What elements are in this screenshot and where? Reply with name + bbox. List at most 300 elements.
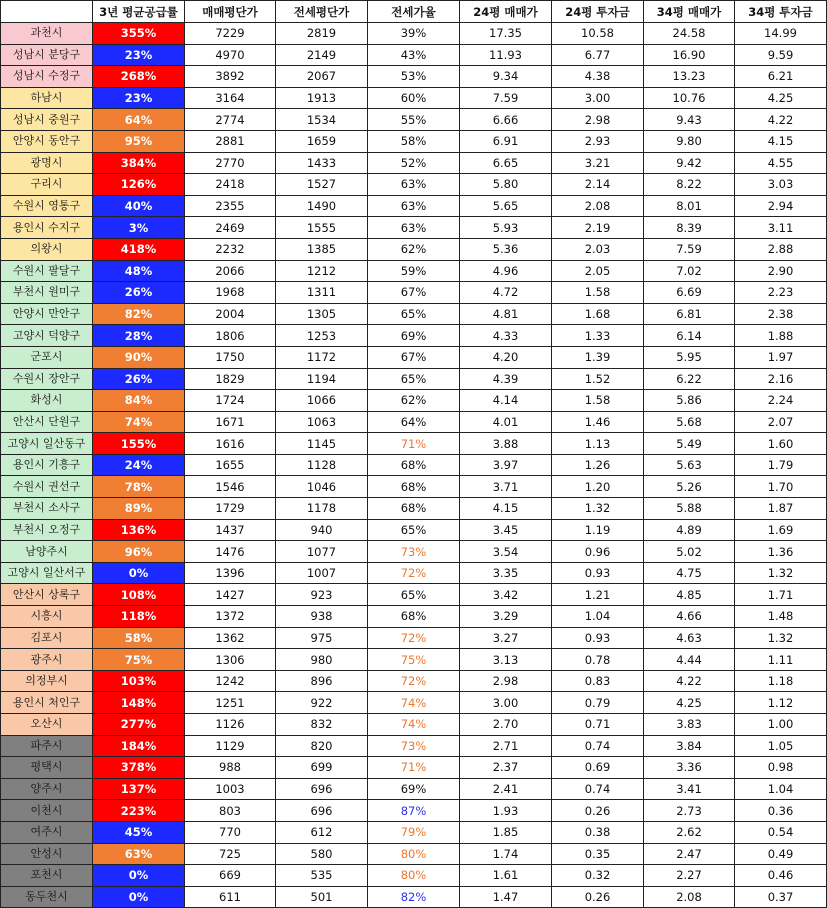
supply-rate-cell: 90% xyxy=(93,346,185,368)
p34-sale-cell: 9.80 xyxy=(644,130,735,152)
table-row xyxy=(1,562,827,584)
city-cell: 부천시 원미구 xyxy=(1,282,93,304)
supply-rate-cell: 384% xyxy=(93,152,185,174)
p24-investment-cell: 2.08 xyxy=(552,195,644,217)
sale-price-cell: 1437 xyxy=(185,519,276,541)
p24-investment-cell: 2.19 xyxy=(552,217,644,239)
jeonse-rate-cell: 67% xyxy=(368,282,460,304)
jeonse-rate-cell: 73% xyxy=(368,541,460,563)
table-row xyxy=(1,865,827,887)
p34-investment-cell: 2.88 xyxy=(735,238,827,260)
p24-investment-cell: 1.33 xyxy=(552,325,644,347)
jeonse-price-cell: 1066 xyxy=(276,390,368,412)
city-cell: 안산시 단원구 xyxy=(1,411,93,433)
p34-sale-cell: 16.90 xyxy=(644,44,735,66)
p34-sale-cell: 3.83 xyxy=(644,714,735,736)
table-row xyxy=(1,843,827,865)
city-cell: 안산시 상록구 xyxy=(1,584,93,606)
city-cell: 안양시 동안구 xyxy=(1,130,93,152)
table-row xyxy=(1,411,827,433)
sale-price-cell: 3164 xyxy=(185,87,276,109)
jeonse-price-cell: 922 xyxy=(276,692,368,714)
sale-price-cell: 1372 xyxy=(185,606,276,628)
p24-investment-cell: 0.78 xyxy=(552,649,644,671)
jeonse-rate-cell: 82% xyxy=(368,886,460,908)
p24-sale-cell: 17.35 xyxy=(460,23,552,45)
jeonse-price-cell: 696 xyxy=(276,800,368,822)
p34-investment-cell: 1.04 xyxy=(735,778,827,800)
p34-sale-cell: 5.02 xyxy=(644,541,735,563)
p24-investment-cell: 1.32 xyxy=(552,498,644,520)
p34-investment-cell: 3.11 xyxy=(735,217,827,239)
p24-sale-cell: 4.72 xyxy=(460,282,552,304)
city-cell: 부천시 오정구 xyxy=(1,519,93,541)
p34-sale-cell: 6.14 xyxy=(644,325,735,347)
supply-rate-cell: 28% xyxy=(93,325,185,347)
jeonse-rate-cell: 72% xyxy=(368,670,460,692)
header-24-sale: 24평 매매가 xyxy=(460,1,552,23)
p34-sale-cell: 4.85 xyxy=(644,584,735,606)
jeonse-rate-cell: 62% xyxy=(368,390,460,412)
sale-price-cell: 1003 xyxy=(185,778,276,800)
p24-sale-cell: 3.45 xyxy=(460,519,552,541)
p34-sale-cell: 4.25 xyxy=(644,692,735,714)
p34-investment-cell: 1.70 xyxy=(735,476,827,498)
p24-sale-cell: 3.97 xyxy=(460,454,552,476)
jeonse-price-cell: 2067 xyxy=(276,66,368,88)
table-row xyxy=(1,692,827,714)
sale-price-cell: 2770 xyxy=(185,152,276,174)
p24-investment-cell: 0.32 xyxy=(552,865,644,887)
p34-investment-cell: 1.32 xyxy=(735,627,827,649)
p34-sale-cell: 13.23 xyxy=(644,66,735,88)
p24-investment-cell: 1.58 xyxy=(552,390,644,412)
city-cell: 여주시 xyxy=(1,821,93,843)
city-cell: 용인시 수지구 xyxy=(1,217,93,239)
p34-sale-cell: 3.36 xyxy=(644,757,735,779)
p34-investment-cell: 2.24 xyxy=(735,390,827,412)
header-supply-rate: 3년 평균공급률 xyxy=(93,1,185,23)
table-row xyxy=(1,476,827,498)
supply-rate-cell: 23% xyxy=(93,87,185,109)
p34-investment-cell: 2.23 xyxy=(735,282,827,304)
p24-investment-cell: 0.79 xyxy=(552,692,644,714)
supply-rate-cell: 58% xyxy=(93,627,185,649)
p34-sale-cell: 8.01 xyxy=(644,195,735,217)
jeonse-rate-cell: 67% xyxy=(368,346,460,368)
jeonse-rate-cell: 39% xyxy=(368,23,460,45)
jeonse-rate-cell: 68% xyxy=(368,606,460,628)
p34-investment-cell: 1.36 xyxy=(735,541,827,563)
table-body xyxy=(1,23,827,908)
p24-investment-cell: 0.74 xyxy=(552,735,644,757)
p34-investment-cell: 2.90 xyxy=(735,260,827,282)
sale-price-cell: 1129 xyxy=(185,735,276,757)
p24-investment-cell: 2.03 xyxy=(552,238,644,260)
supply-rate-cell: 26% xyxy=(93,282,185,304)
jeonse-rate-cell: 65% xyxy=(368,584,460,606)
p34-investment-cell: 3.03 xyxy=(735,174,827,196)
jeonse-price-cell: 980 xyxy=(276,649,368,671)
supply-rate-cell: 95% xyxy=(93,130,185,152)
p24-sale-cell: 1.74 xyxy=(460,843,552,865)
p34-sale-cell: 2.62 xyxy=(644,821,735,843)
header-jeonse-rate: 전세가율 xyxy=(368,1,460,23)
table-row xyxy=(1,282,827,304)
jeonse-rate-cell: 53% xyxy=(368,66,460,88)
p34-sale-cell: 2.27 xyxy=(644,865,735,887)
p24-investment-cell: 1.13 xyxy=(552,433,644,455)
p34-investment-cell: 0.36 xyxy=(735,800,827,822)
jeonse-price-cell: 501 xyxy=(276,886,368,908)
p24-investment-cell: 1.68 xyxy=(552,303,644,325)
p34-investment-cell: 4.55 xyxy=(735,152,827,174)
jeonse-price-cell: 1913 xyxy=(276,87,368,109)
p34-sale-cell: 6.81 xyxy=(644,303,735,325)
table-row xyxy=(1,195,827,217)
sale-price-cell: 725 xyxy=(185,843,276,865)
city-cell: 용인시 처인구 xyxy=(1,692,93,714)
p24-investment-cell: 2.05 xyxy=(552,260,644,282)
sale-price-cell: 1968 xyxy=(185,282,276,304)
table-row xyxy=(1,821,827,843)
sale-price-cell: 7229 xyxy=(185,23,276,45)
jeonse-price-cell: 1253 xyxy=(276,325,368,347)
jeonse-rate-cell: 65% xyxy=(368,303,460,325)
city-cell: 안성시 xyxy=(1,843,93,865)
jeonse-price-cell: 1305 xyxy=(276,303,368,325)
p24-sale-cell: 5.65 xyxy=(460,195,552,217)
p24-sale-cell: 9.34 xyxy=(460,66,552,88)
p34-investment-cell: 1.69 xyxy=(735,519,827,541)
jeonse-price-cell: 1527 xyxy=(276,174,368,196)
p34-investment-cell: 1.32 xyxy=(735,562,827,584)
p34-sale-cell: 2.73 xyxy=(644,800,735,822)
p34-sale-cell: 6.22 xyxy=(644,368,735,390)
sale-price-cell: 2004 xyxy=(185,303,276,325)
jeonse-rate-cell: 60% xyxy=(368,87,460,109)
header-row xyxy=(1,1,827,23)
jeonse-rate-cell: 74% xyxy=(368,714,460,736)
jeonse-rate-cell: 72% xyxy=(368,627,460,649)
p24-sale-cell: 3.00 xyxy=(460,692,552,714)
p24-sale-cell: 3.71 xyxy=(460,476,552,498)
sale-price-cell: 1306 xyxy=(185,649,276,671)
p24-sale-cell: 4.81 xyxy=(460,303,552,325)
city-cell: 시흥시 xyxy=(1,606,93,628)
p24-sale-cell: 2.70 xyxy=(460,714,552,736)
p24-sale-cell: 2.98 xyxy=(460,670,552,692)
p34-sale-cell: 4.44 xyxy=(644,649,735,671)
supply-rate-cell: 184% xyxy=(93,735,185,757)
table-row xyxy=(1,433,827,455)
jeonse-rate-cell: 68% xyxy=(368,476,460,498)
p24-investment-cell: 1.39 xyxy=(552,346,644,368)
sale-price-cell: 1829 xyxy=(185,368,276,390)
table-row xyxy=(1,519,827,541)
jeonse-price-cell: 832 xyxy=(276,714,368,736)
sale-price-cell: 1724 xyxy=(185,390,276,412)
city-cell: 성남시 중원구 xyxy=(1,109,93,131)
sale-price-cell: 2232 xyxy=(185,238,276,260)
city-cell: 김포시 xyxy=(1,627,93,649)
p34-sale-cell: 5.63 xyxy=(644,454,735,476)
p34-investment-cell: 4.25 xyxy=(735,87,827,109)
jeonse-rate-cell: 71% xyxy=(368,433,460,455)
p34-investment-cell: 1.60 xyxy=(735,433,827,455)
p24-investment-cell: 1.04 xyxy=(552,606,644,628)
supply-rate-cell: 0% xyxy=(93,886,185,908)
city-cell: 양주시 xyxy=(1,778,93,800)
jeonse-rate-cell: 63% xyxy=(368,195,460,217)
p34-sale-cell: 4.66 xyxy=(644,606,735,628)
p24-sale-cell: 3.13 xyxy=(460,649,552,671)
sale-price-cell: 1546 xyxy=(185,476,276,498)
sale-price-cell: 770 xyxy=(185,821,276,843)
p34-sale-cell: 7.02 xyxy=(644,260,735,282)
jeonse-price-cell: 1311 xyxy=(276,282,368,304)
supply-rate-cell: 378% xyxy=(93,757,185,779)
supply-rate-cell: 3% xyxy=(93,217,185,239)
p34-investment-cell: 2.07 xyxy=(735,411,827,433)
city-cell: 광주시 xyxy=(1,649,93,671)
p34-investment-cell: 6.21 xyxy=(735,66,827,88)
p34-investment-cell: 14.99 xyxy=(735,23,827,45)
supply-rate-cell: 26% xyxy=(93,368,185,390)
p24-investment-cell: 0.69 xyxy=(552,757,644,779)
supply-rate-cell: 78% xyxy=(93,476,185,498)
header-24-investment: 24평 투자금 xyxy=(552,1,644,23)
jeonse-rate-cell: 74% xyxy=(368,692,460,714)
supply-rate-cell: 118% xyxy=(93,606,185,628)
sale-price-cell: 1806 xyxy=(185,325,276,347)
supply-rate-cell: 0% xyxy=(93,562,185,584)
supply-rate-cell: 0% xyxy=(93,865,185,887)
table-row xyxy=(1,238,827,260)
supply-rate-cell: 277% xyxy=(93,714,185,736)
p24-sale-cell: 2.41 xyxy=(460,778,552,800)
city-cell: 고양시 덕양구 xyxy=(1,325,93,347)
p24-investment-cell: 1.19 xyxy=(552,519,644,541)
city-cell: 이천시 xyxy=(1,800,93,822)
supply-rate-cell: 223% xyxy=(93,800,185,822)
city-cell: 고양시 일산동구 xyxy=(1,433,93,455)
sale-price-cell: 2881 xyxy=(185,130,276,152)
jeonse-price-cell: 612 xyxy=(276,821,368,843)
supply-rate-cell: 82% xyxy=(93,303,185,325)
jeonse-rate-cell: 63% xyxy=(368,217,460,239)
p34-investment-cell: 0.54 xyxy=(735,821,827,843)
p24-investment-cell: 1.52 xyxy=(552,368,644,390)
supply-rate-cell: 418% xyxy=(93,238,185,260)
jeonse-rate-cell: 87% xyxy=(368,800,460,822)
city-cell: 파주시 xyxy=(1,735,93,757)
sale-price-cell: 1655 xyxy=(185,454,276,476)
jeonse-price-cell: 1194 xyxy=(276,368,368,390)
sale-price-cell: 988 xyxy=(185,757,276,779)
p24-investment-cell: 0.93 xyxy=(552,627,644,649)
city-cell: 안양시 만안구 xyxy=(1,303,93,325)
city-cell: 성남시 수정구 xyxy=(1,66,93,88)
sale-price-cell: 2774 xyxy=(185,109,276,131)
table-row xyxy=(1,109,827,131)
p24-sale-cell: 1.61 xyxy=(460,865,552,887)
p24-investment-cell: 0.96 xyxy=(552,541,644,563)
table-row xyxy=(1,174,827,196)
city-cell: 부천시 소사구 xyxy=(1,498,93,520)
table-row xyxy=(1,886,827,908)
sale-price-cell: 1251 xyxy=(185,692,276,714)
city-cell: 수원시 영통구 xyxy=(1,195,93,217)
p24-sale-cell: 4.01 xyxy=(460,411,552,433)
p24-investment-cell: 0.71 xyxy=(552,714,644,736)
p24-sale-cell: 11.93 xyxy=(460,44,552,66)
supply-rate-cell: 355% xyxy=(93,23,185,45)
p34-investment-cell: 1.71 xyxy=(735,584,827,606)
city-cell: 포천시 xyxy=(1,865,93,887)
jeonse-price-cell: 938 xyxy=(276,606,368,628)
sale-price-cell: 1362 xyxy=(185,627,276,649)
p34-sale-cell: 3.84 xyxy=(644,735,735,757)
p34-sale-cell: 4.22 xyxy=(644,670,735,692)
table-row xyxy=(1,325,827,347)
p24-sale-cell: 3.88 xyxy=(460,433,552,455)
sale-price-cell: 3892 xyxy=(185,66,276,88)
p34-sale-cell: 5.49 xyxy=(644,433,735,455)
table-row xyxy=(1,217,827,239)
header-sale-price-per-pyeong: 매매평단가 xyxy=(185,1,276,23)
table-row xyxy=(1,649,827,671)
sale-price-cell: 4970 xyxy=(185,44,276,66)
table-row xyxy=(1,23,827,45)
city-cell: 수원시 장안구 xyxy=(1,368,93,390)
jeonse-price-cell: 1145 xyxy=(276,433,368,455)
p24-investment-cell: 0.38 xyxy=(552,821,644,843)
supply-rate-cell: 155% xyxy=(93,433,185,455)
p34-sale-cell: 10.76 xyxy=(644,87,735,109)
table-row xyxy=(1,627,827,649)
p34-investment-cell: 1.87 xyxy=(735,498,827,520)
table-row xyxy=(1,368,827,390)
p34-sale-cell: 6.69 xyxy=(644,282,735,304)
jeonse-rate-cell: 65% xyxy=(368,368,460,390)
p34-sale-cell: 7.59 xyxy=(644,238,735,260)
city-cell: 과천시 xyxy=(1,23,93,45)
table-row xyxy=(1,66,827,88)
sale-price-cell: 1126 xyxy=(185,714,276,736)
sale-price-cell: 1476 xyxy=(185,541,276,563)
jeonse-price-cell: 1063 xyxy=(276,411,368,433)
jeonse-price-cell: 1128 xyxy=(276,454,368,476)
city-cell: 남양주시 xyxy=(1,541,93,563)
supply-rate-cell: 136% xyxy=(93,519,185,541)
jeonse-rate-cell: 63% xyxy=(368,174,460,196)
table-row xyxy=(1,800,827,822)
city-cell: 수원시 팔달구 xyxy=(1,260,93,282)
jeonse-price-cell: 1007 xyxy=(276,562,368,584)
jeonse-rate-cell: 72% xyxy=(368,562,460,584)
supply-rate-cell: 48% xyxy=(93,260,185,282)
jeonse-rate-cell: 65% xyxy=(368,519,460,541)
p24-sale-cell: 6.91 xyxy=(460,130,552,152)
p34-sale-cell: 5.95 xyxy=(644,346,735,368)
table-row xyxy=(1,498,827,520)
header-34-investment: 34평 투자금 xyxy=(735,1,827,23)
table-row xyxy=(1,757,827,779)
table-row xyxy=(1,260,827,282)
p24-sale-cell: 4.39 xyxy=(460,368,552,390)
jeonse-price-cell: 1178 xyxy=(276,498,368,520)
supply-rate-cell: 96% xyxy=(93,541,185,563)
p24-sale-cell: 4.20 xyxy=(460,346,552,368)
p34-investment-cell: 1.18 xyxy=(735,670,827,692)
p24-investment-cell: 0.93 xyxy=(552,562,644,584)
p34-investment-cell: 1.48 xyxy=(735,606,827,628)
supply-rate-cell: 89% xyxy=(93,498,185,520)
city-cell: 의정부시 xyxy=(1,670,93,692)
jeonse-price-cell: 535 xyxy=(276,865,368,887)
supply-rate-cell: 63% xyxy=(93,843,185,865)
p34-sale-cell: 5.68 xyxy=(644,411,735,433)
city-cell: 성남시 분당구 xyxy=(1,44,93,66)
jeonse-price-cell: 1555 xyxy=(276,217,368,239)
supply-rate-cell: 45% xyxy=(93,821,185,843)
supply-rate-cell: 126% xyxy=(93,174,185,196)
p34-sale-cell: 9.43 xyxy=(644,109,735,131)
city-cell: 용인시 기흥구 xyxy=(1,454,93,476)
jeonse-rate-cell: 55% xyxy=(368,109,460,131)
p24-sale-cell: 5.93 xyxy=(460,217,552,239)
jeonse-rate-cell: 68% xyxy=(368,498,460,520)
jeonse-price-cell: 1077 xyxy=(276,541,368,563)
supply-rate-cell: 268% xyxy=(93,66,185,88)
jeonse-price-cell: 1046 xyxy=(276,476,368,498)
jeonse-rate-cell: 59% xyxy=(368,260,460,282)
jeonse-rate-cell: 58% xyxy=(368,130,460,152)
supply-rate-cell: 108% xyxy=(93,584,185,606)
jeonse-rate-cell: 80% xyxy=(368,843,460,865)
supply-rate-cell: 103% xyxy=(93,670,185,692)
city-cell: 광명시 xyxy=(1,152,93,174)
p24-sale-cell: 6.66 xyxy=(460,109,552,131)
sale-price-cell: 2418 xyxy=(185,174,276,196)
p34-investment-cell: 4.15 xyxy=(735,130,827,152)
table-row xyxy=(1,303,827,325)
sale-price-cell: 2469 xyxy=(185,217,276,239)
table-row xyxy=(1,130,827,152)
sale-price-cell: 1729 xyxy=(185,498,276,520)
p34-investment-cell: 0.98 xyxy=(735,757,827,779)
city-cell: 평택시 xyxy=(1,757,93,779)
p24-investment-cell: 0.83 xyxy=(552,670,644,692)
p34-sale-cell: 5.86 xyxy=(644,390,735,412)
p34-investment-cell: 1.97 xyxy=(735,346,827,368)
supply-rate-cell: 40% xyxy=(93,195,185,217)
p24-sale-cell: 2.37 xyxy=(460,757,552,779)
p34-sale-cell: 4.89 xyxy=(644,519,735,541)
jeonse-rate-cell: 80% xyxy=(368,865,460,887)
p24-sale-cell: 1.93 xyxy=(460,800,552,822)
jeonse-price-cell: 1534 xyxy=(276,109,368,131)
p24-sale-cell: 2.71 xyxy=(460,735,552,757)
jeonse-price-cell: 975 xyxy=(276,627,368,649)
table-row xyxy=(1,87,827,109)
jeonse-rate-cell: 43% xyxy=(368,44,460,66)
p24-sale-cell: 3.35 xyxy=(460,562,552,584)
p34-investment-cell: 1.12 xyxy=(735,692,827,714)
jeonse-rate-cell: 69% xyxy=(368,778,460,800)
p24-sale-cell: 4.14 xyxy=(460,390,552,412)
